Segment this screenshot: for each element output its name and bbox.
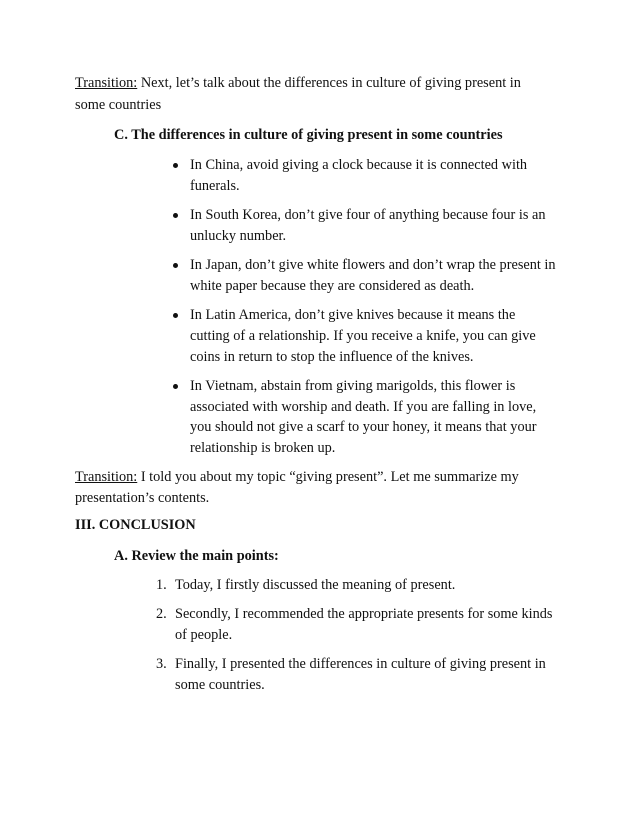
review-heading: A. Review the main points: [114, 548, 279, 564]
transition-text: Next, let’s talk about the differences in culture of giving present in [140, 75, 521, 91]
transition-continuation: presentation’s contents. [75, 490, 210, 506]
bullet-dot [173, 384, 178, 389]
bullet-line: In Japan, don’t give white flowers and don’t wrap the present in [190, 257, 556, 273]
bullet-line: you should not give a scarf to your honey, it means that your [190, 419, 537, 435]
list-item-line: Today, I firstly discussed the meaning of present. [175, 577, 456, 593]
list-item-line: Secondly, I recommended the appropriate presents for some kinds [175, 606, 553, 622]
list-number: 1. [156, 577, 167, 593]
bullet-dot [173, 263, 178, 268]
list-item-line: of people. [175, 627, 233, 643]
bullet-line: coins in return to stop the influence of the knives. [190, 349, 474, 365]
bullet-line: associated with worship and death. If you are falling in love, [190, 399, 537, 415]
bullet-line: white paper because they are considered as death. [190, 278, 475, 294]
bullet-line: cutting of a relationship. If you receive a knife, you can give [190, 328, 536, 344]
bullet-dot [173, 213, 178, 218]
list-item-line: Finally, I presented the differences in culture of giving present in [175, 656, 546, 672]
section-heading: C. The differences in culture of giving present in some countries [114, 127, 503, 143]
transition-paragraph [75, 468, 519, 486]
bullet-line: In China, avoid giving a clock because it is connected with [190, 157, 528, 173]
list-item-line: some countries. [175, 677, 265, 693]
transition-text: I told you about my topic “giving present”. Let me summarize my [140, 469, 519, 485]
bullet-dot [173, 163, 178, 168]
bullet-line: relationship is broken up. [190, 440, 336, 456]
bullet-line: funerals. [190, 178, 240, 194]
list-number: 3. [156, 656, 167, 672]
transition-label: Transition: [75, 469, 138, 485]
conclusion-heading: III. CONCLUSION [75, 517, 196, 533]
bullet-line: In Vietnam, abstain from giving marigolds, this flower is [190, 378, 516, 394]
list-number: 2. [156, 606, 167, 622]
transition-continuation: some countries [75, 97, 162, 113]
transition-paragraph [75, 74, 521, 92]
bullet-line: In Latin America, don’t give knives because it means the [190, 307, 516, 323]
transition-label: Transition: [75, 75, 138, 91]
bullet-dot [173, 313, 178, 318]
bullet-line: unlucky number. [190, 228, 287, 244]
bullet-line: In South Korea, don’t give four of anything because four is an [190, 207, 546, 223]
